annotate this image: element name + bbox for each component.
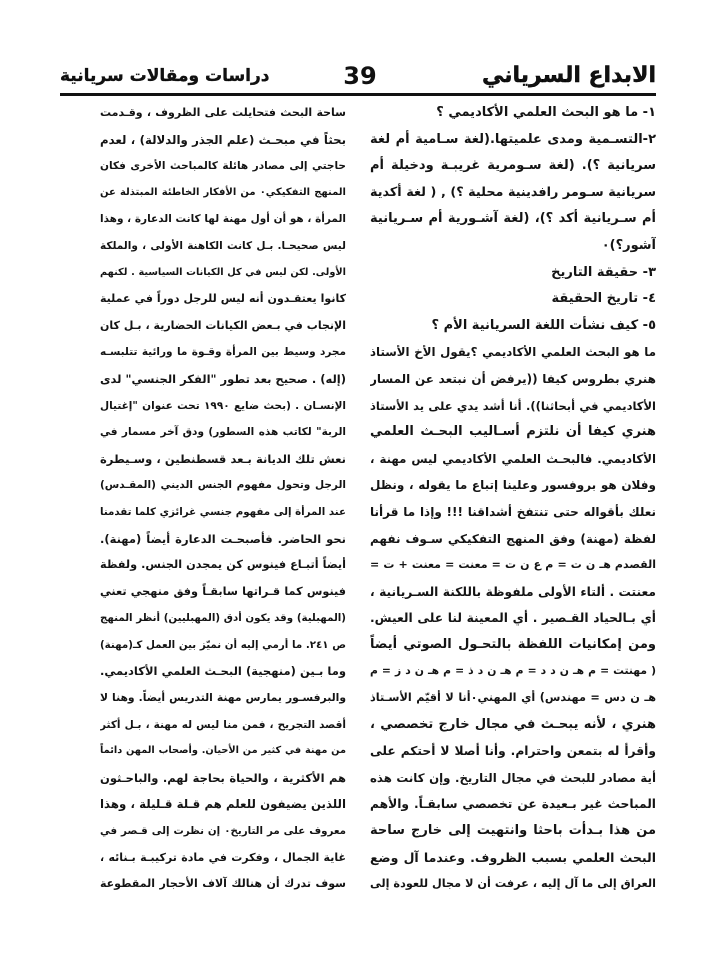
text-line: ما هو البحث العلمي الأكاديمي ؟يقول الأخ الأستاذ <box>370 345 656 360</box>
text-line: نحو الحاضر. فأصبحـت الدعارة أيضاً (مهنة). <box>100 531 346 546</box>
text-line: مجرد وسيط بين المرأة وقـوة ما ورائية تتلبسـه <box>100 346 346 359</box>
text-line: الرجل وتحول مفهوم الجنس الديني (المقـدس) <box>100 479 346 492</box>
text-line: من هذا بـدأت باحثا وانتهيت إلى خارج ساحة <box>370 823 656 839</box>
text-line: العراق إلى ما آل إليه ، عرفت أن لا مجال للعودة إلى <box>370 877 656 891</box>
text-line: حاجتي إلى مصادر هائلة كالمباحث الأخرى فكان <box>100 160 346 173</box>
text-line: ١- ما هو البحث العلمي الأكاديمي ؟ <box>436 105 656 120</box>
page-header <box>0 0 703 100</box>
text-line: معروف على مر التاريخ٠ إن نظرت إلى قـصر في <box>100 825 346 838</box>
text-line: هنري ، لأنه يبحـث في مجال خارج تخصصي ، <box>370 716 656 732</box>
magazine-title: الابداع السرياني <box>481 63 656 88</box>
text-line: ٢-التسـمية ومدى علميتها.(لغة سـامية أم لغة <box>370 131 656 147</box>
text-line: فينوس كما قـراتها سابقـاً وفق منهجي تعني <box>100 584 346 598</box>
text-line: نعش تلك الديانة بـعد قسطنطين ، وسـيطرة <box>100 451 346 466</box>
text-line: لفظة (مهنة) وفق المنهج التفكيكي سـوف نفهم <box>370 531 656 546</box>
text-line: (إله) . صحيح بعد تطور "الفكر الجنسي" لدى <box>100 371 346 386</box>
text-line: وما بـين (منهجية) البحـث العلمي الأكاديمي. <box>100 664 346 679</box>
text-line: الأولى. لكن ليس في كل الكيانات السياسية . لكنهم <box>100 266 346 278</box>
text-line: البحث العلمي بسبب الظروف. وعندما آل وضع <box>370 849 656 865</box>
text-line: هـ ن دس = مهندس) أي المهني٠أنا لا أقيّم الأسـتاذ <box>370 691 656 705</box>
text-line: المرأة ، هو أن أول مهنة لها كانت الدعارة ، وهذا <box>100 213 346 226</box>
text-line: غاية الجمال ، وفكرت في مادة تركيبـة بـنائه ، <box>100 850 346 864</box>
text-line: من مهنة في كثير من الأحيان. وأصحاب المهن دائماً <box>100 745 346 757</box>
text-line: اللذين يضيفون للعلم هم قـلة قـليلة ، وهذا <box>100 797 346 812</box>
text-line: القصدم هـ ن ت = م ع ن ت = معنت = معنت + ت = <box>370 558 656 572</box>
text-line: الأكاديمي في أبحاثنا)). أنا أشد يدي على يد الأستاذ <box>370 398 656 413</box>
right-column <box>370 100 656 898</box>
text-line: المنهج التفكيكي٠ من الأفكار الخاطئة المبتذلة عن <box>100 186 346 198</box>
text-line: نعلك بأقواله حتى تنتفخ أشداقنا !!! وإذا ما قرأنا <box>370 504 656 519</box>
text-line: المباحث غير بـعيدة عن تخصصي سابقـاً. والأهم <box>370 797 656 812</box>
text-line: معنتت . ألتاء الأولى ملفوظة باللكنة السـريانية ، <box>370 584 656 599</box>
text-line: ٣- حقيقة التاريخ <box>551 264 656 280</box>
text-line: أم سـريانية أكد ؟)، (لغة آشـورية أم سـريانية <box>370 211 656 227</box>
section-title: دراسات ومقالات سريانية <box>60 66 270 86</box>
text-line: عند المرأة إلى مفهوم جنسي غرائزي كلما تقدمنا <box>100 505 346 518</box>
text-line: آشور؟)٠ <box>601 237 656 253</box>
text-line: سريانية ؟). (لغة سـومرية غريبـة ودخيلة أم <box>370 158 656 174</box>
text-line: أي بـالحياد القـصير . أي المعينة لنا على العيش. <box>370 611 656 626</box>
text-line: أقصد التجريح ، فمن منا ليس له مهنة ، بـل أكثر <box>100 718 346 731</box>
text-line: أية مصادر للبحث في مجال التاريخ. وإن كانت هذه <box>370 770 656 785</box>
header-rule <box>60 93 656 96</box>
left-column <box>100 100 346 898</box>
text-line: سوف تدرك أن هنالك آلاف الأحجار المقطوعة <box>100 877 346 891</box>
text-line: سريانية سـومر رافدينية محلية ؟) , ( لغة أكدية <box>370 184 656 200</box>
text-line: ٥- كيف نشأت اللغة السريانية الأم ؟ <box>431 317 656 333</box>
text-line: والبرفسـور يمارس مهنة التدريس أيضاً. وهنا لا <box>100 691 346 705</box>
text-line: هم الأكثرية ، والحياة بحاجة لهم. والباحـثون <box>100 770 346 785</box>
text-line: الأكاديمي. فالبحـث العلمي الأكاديمي ليس مهنة ، <box>370 451 656 466</box>
text-line: (المهبلية) وقد يكون أدق (المهبليين) أنظر المنهج <box>100 612 346 625</box>
text-line: كانوا يعتقـدون أنه ليس للرجل دوراً في عملية <box>100 292 346 306</box>
text-line: الربة" لكاتب هذه السطور) ودق آخر مسمار في <box>100 426 346 439</box>
text-line: ٤- تاريخ الحقيقة <box>551 291 656 307</box>
text-line: الإنجاب في بـعض الكيانات الحضارية ، بـل كان <box>100 318 346 332</box>
text-line: هنري بطروس كيفا ((يرفض أن نبتعد عن المسار <box>370 371 656 386</box>
text-line: وأقرأ له بتمعن واحترام. وأنا أصلا لا أحتكم على <box>370 744 656 759</box>
text-line: بحثاً في مبحـث (علم الجذر والدلالة) ، لعدم <box>100 132 346 147</box>
page-number: 39 <box>343 62 377 90</box>
text-line: ( مهنتت = م هـ ن د د = م هـ ن د ذ = م هـ ن د ز = م <box>370 664 656 678</box>
text-line: ساحة البحث فتحايلت على الظروف ، وقـدمت <box>100 106 346 119</box>
text-line: أيضاً أتبـاع فينوس كن يمجدن الجنس. ولفظة <box>100 558 346 572</box>
text-line: ص ٢٤١. ما أرمي إليه أن نميّز بين العمل كـ(مهنة) <box>100 638 346 651</box>
text-line: وفلان هو بروفسور وعلينا إتباع ما يقوله ، ونظل <box>370 478 656 493</box>
text-line: ومن إمكانيات اللفظة بالتحـول الصوتي أيضاً <box>370 636 656 652</box>
text-line: الإنسـان . (بحث ضايع ١٩٩٠ تحت عنوان "إغتيال <box>100 399 346 412</box>
text-line: هنري كيفا أن نلتزم أسـاليب البحـث العلمي <box>370 424 656 440</box>
text-line: ليس صحيحـا. بـل كانت الكاهنة الأولى ، والملكة <box>100 239 346 252</box>
